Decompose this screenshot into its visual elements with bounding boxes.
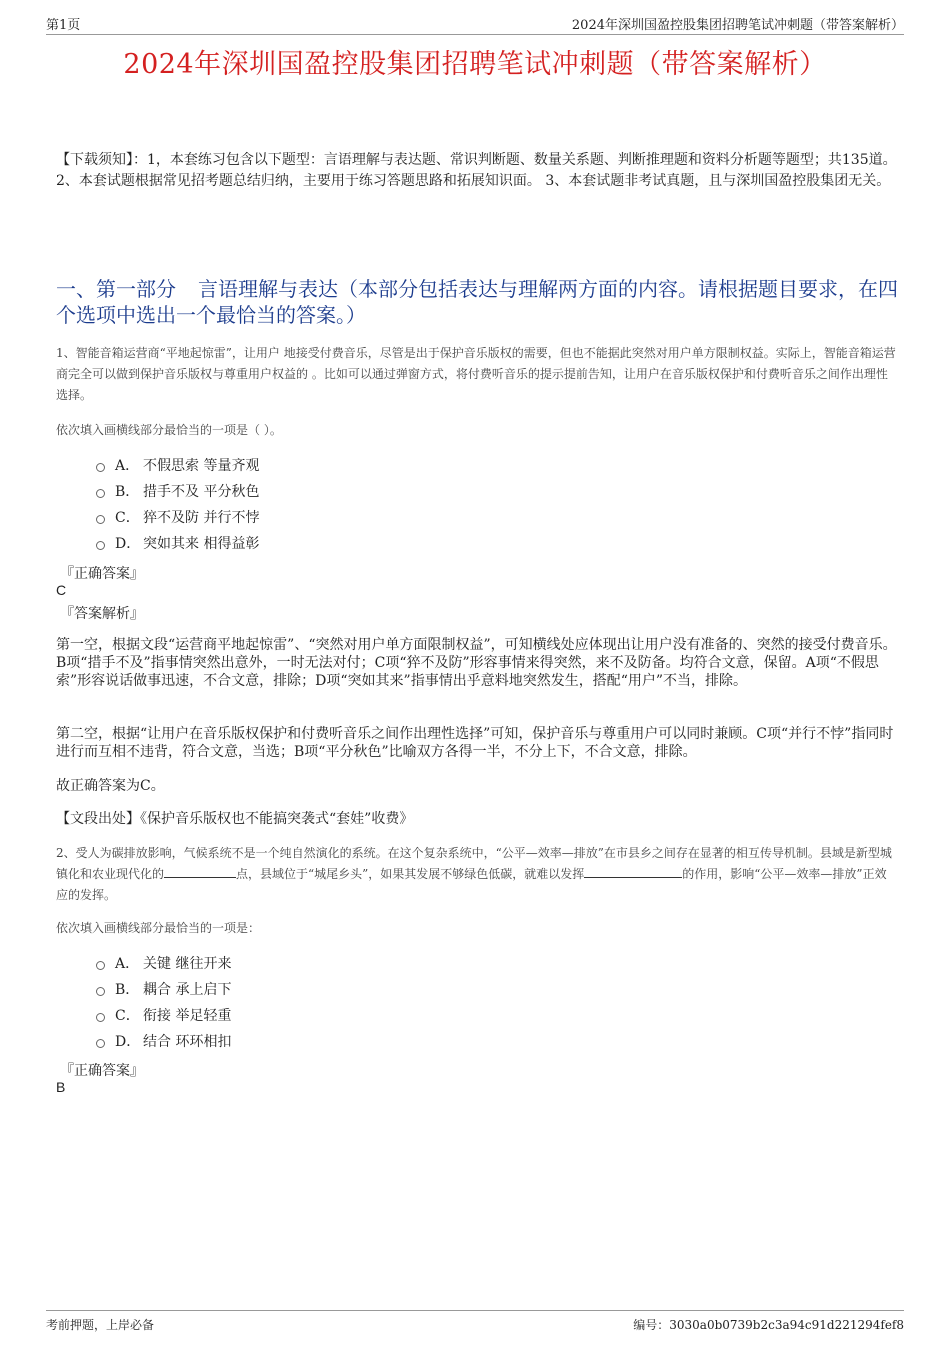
footer-slogan: 考前押题，上岸必备: [46, 1318, 155, 1332]
question-2-options: [96, 950, 231, 1054]
radio-icon[interactable]: [96, 463, 105, 472]
option-d[interactable]: D． 突如其来 相得益彰: [96, 530, 259, 556]
section-heading: [56, 276, 898, 328]
section-title: 言语理解与表达（本部分包括表达与理解两方面的内容。请根据题目要求，在四个选项中选出一个最恰当的答案。）: [56, 277, 898, 327]
analysis-label: 『答案解析』: [60, 606, 144, 622]
option-a[interactable]: A． 关键 继往开来: [96, 950, 231, 976]
page-footer: [46, 1310, 904, 1333]
question-1-prompt: 依次填入画横线部分最恰当的一项是（ ）。: [56, 423, 282, 437]
option-c[interactable]: C． 衔接 举足轻重: [96, 1002, 231, 1028]
radio-icon[interactable]: [96, 1013, 105, 1022]
question-1-options: [96, 452, 259, 556]
radio-icon[interactable]: [96, 961, 105, 970]
fill-blank-2: [584, 865, 682, 878]
header-doc-title: 2024年深圳国盈控股集团招聘笔试冲刺题（带答案解析）: [571, 18, 904, 33]
analysis-paragraph-2: 第二空，根据“让用户在音乐版权保护和付费听音乐之间作出理性选择”可知，保护音乐与尊重用户可以同时兼顾。C项“并行不悖”指同时进行而互相不违背，符合文意，当选；B项“平分秋色”比喻双方各得一半，不分上下，不合文意，排除。: [56, 726, 894, 760]
correct-answer-label: 『正确答案』: [60, 1063, 144, 1079]
analysis-paragraph-1: 第一空，根据文段“运营商平地起惊雷”、“突然对用户单方面限制权益”，可知横线处应体现出让用户没有准备的、突然的接受付费音乐。B项“措手不及”指事情突然出意外，一时无法对付；C项“猝不及防”形容事情来得突然，来不及防备。均符合文意，保留。A项“不假思索”形容说话做事迅速，不合文意，排除；D项“突如其来”指事情出乎意料地突然发生，搭配“用户”不当，排除。: [56, 637, 897, 689]
radio-icon[interactable]: [96, 541, 105, 550]
document-title: 2024年深圳国盈控股集团招聘笔试冲刺题（带答案解析）: [123, 49, 827, 80]
download-notice: 【下载须知】：1，本套练习包含以下题型：言语理解与表达题、常识判断题、数量关系题、判断推理题和资料分析题等题型；共135道。 2、本套试题根据常见招考题总结归纳，主要用于练习答题思路和拓展知识面。 3、本套试题非考试真题，且与深圳国盈控股集团无关。: [56, 152, 897, 189]
option-b[interactable]: B． 耦合 承上启下: [96, 976, 231, 1002]
option-d[interactable]: D． 结合 环环相扣: [96, 1028, 231, 1054]
correct-answer-label: 『正确答案』: [60, 566, 144, 582]
option-a[interactable]: A． 不假思索 等量齐观: [96, 452, 259, 478]
radio-icon[interactable]: [96, 489, 105, 498]
fill-blank-1: [164, 865, 236, 878]
correct-answer: B: [56, 1079, 66, 1095]
question-2-text: 2、受人为碳排放影响，气候系统不是一个纯自然演化的系统。在这个复杂系统中，“公平—效率—排放”在市县乡之间存在显著的相互传导机制。县域是新型城镇化和农业现代化的 点，县域位于“城尾乡头”，如果其发展不够绿色低碳，就难以发挥 的作用，影响“公平—效率—排放”正效应的发挥。: [56, 846, 892, 902]
analysis-conclusion: 故正确答案为C。: [56, 778, 165, 794]
question-1-text: 1、智能音箱运营商“平地起惊雷”，让用户 地接受付费音乐，尽管是出于保护音乐版权的需要，但也不能据此突然对用户单方限制权益。实际上，智能音箱运营商完全可以做到保护音乐版权与尊重用户权益的 。比如可以通过弹窗方式，将付费听音乐的提示提前告知，让用户在音乐版权保护和付费听音乐之间作出理性选择。: [56, 346, 896, 402]
document-id: 编号：3030a0b0739b2c3a94c91d221294fef8: [633, 1318, 904, 1332]
correct-answer: C: [56, 582, 67, 598]
page-header: [46, 14, 904, 35]
option-b[interactable]: B． 措手不及 平分秋色: [96, 478, 259, 504]
radio-icon[interactable]: [96, 1039, 105, 1048]
page-number: 第1页: [46, 18, 81, 33]
radio-icon[interactable]: [96, 987, 105, 996]
source-citation: 【文段出处】《保护音乐版权也不能搞突袭式“套娃”收费》: [56, 811, 414, 827]
radio-icon[interactable]: [96, 515, 105, 524]
section-part: 一、第一部分: [56, 277, 176, 301]
option-c[interactable]: C． 猝不及防 并行不悖: [96, 504, 259, 530]
question-2-prompt: 依次填入画横线部分最恰当的一项是：: [56, 921, 261, 935]
